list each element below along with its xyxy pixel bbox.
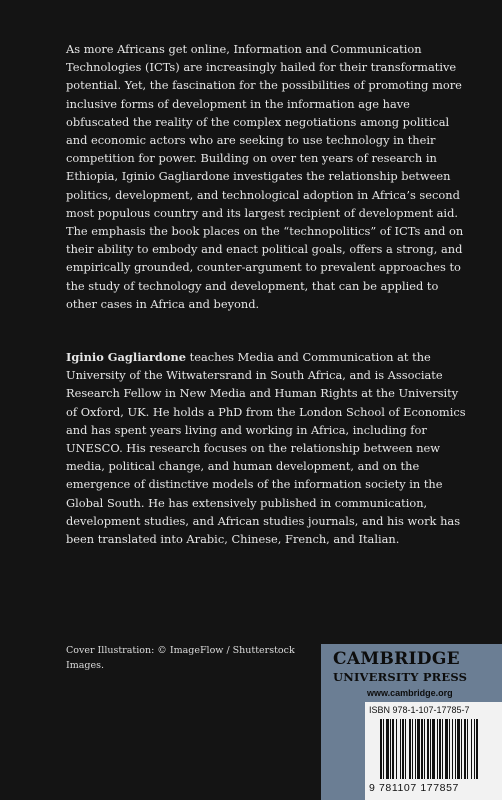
publisher-url: www.cambridge.org: [367, 688, 453, 698]
barcode-digits: 9 781107 177857: [369, 782, 459, 794]
isbn-label: ISBN 978-1-107-17785-7: [369, 705, 470, 715]
barcode-icon: [379, 719, 497, 779]
publisher-block: [321, 644, 502, 800]
barcode-panel: [365, 702, 502, 800]
publisher-subtitle: UNIVERSITY PRESS: [333, 670, 468, 684]
cover-illustration-credit: Cover Illustration: © ImageFlow / Shutterstock Images.: [66, 645, 295, 671]
book-description: As more Africans get online, Information and Communication Technologies (ICTs) are increasingly hailed for their transformative potential. Yet, the fascination for the possibilities of promoting more inclusive forms of development in the information age have obfuscated the reality of the complex negotiations among political and economic actors who are seeking to use technology in their competition for power. Building on over ten years of research in Ethiopia, Iginio Gagliardone investigates the relationship between politics, development, and technological adoption in Africa’s second most populous country and its largest recipient of development aid. The emphasis the book places on the “technopolitics” of ICTs and on their ability to embody and enact political goals, offers a strong, and empirically grounded, counter-argument to prevalent approaches to the study of technology and development, that can be applied to other cases in Africa and beyond.: [66, 42, 464, 311]
publisher-name: CAMBRIDGE: [333, 649, 460, 669]
author-name: Iginio Gagliardone: [66, 350, 186, 364]
author-bio: [66, 348, 466, 548]
author-bio-text: teaches Media and Communication at the University of the Witwatersrand in South Africa, and is Associate Research Fellow in New Media and Human Rights at the University of Oxford, UK. He holds a PhD from the London School of Economics and has spent years living and working in Africa, including for UNESCO. His research focuses on the relationship between new media, political change, and human development, and on the emergence of distinctive models of the information society in the Global South. He has extensively published in communication, development studies, and African studies journals, and his work has been translated into Arabic, Chinese, French, and Italian.: [66, 350, 466, 547]
